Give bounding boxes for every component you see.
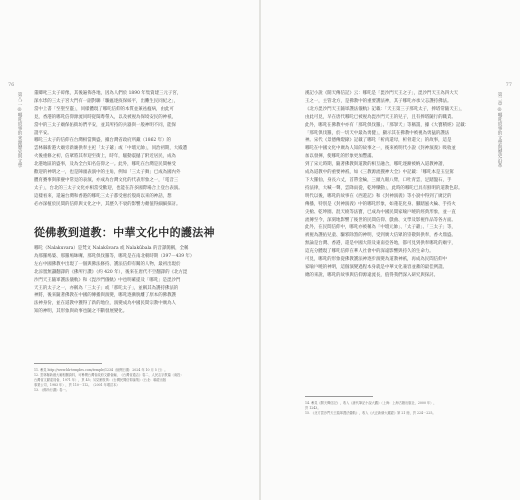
footnote-line: 頁 1243。 xyxy=(305,406,321,411)
text-line: 深水埗的三太子宮大門有一副對聯「驅瘟逐疫保綏平，出儺生民同紀之」， xyxy=(34,98,179,104)
body-text-top xyxy=(34,90,236,209)
footnote-line: 15. 《北方毘沙門天王隨軍護法儀軌》，收入《大正新脩大藏經》第 21 冊，頁 224－225。 xyxy=(305,411,436,416)
right-page xyxy=(261,0,520,500)
text-line: 證平安。 xyxy=(34,130,52,136)
text-line: 哪吒在中國文化中廣為人知的故事之一，後來被明代小說《封神演義》吸收並 xyxy=(305,146,456,152)
running-head: 第二章 ◎哪吒故事的文學與歷史沿革 xyxy=(497,92,502,168)
text-line: 漢記小說《開天傳信記》云：哪吒是「毘沙門天王之子」，毘沙門天王為四大天 xyxy=(305,91,459,96)
left-page xyxy=(0,0,259,500)
text-line: 哪吒（Nalakuvara）是梵文 Nalakūvara 或 Nalakūbala 的音譯簡稱，全稱 xyxy=(34,246,189,251)
text-line: 流傳至今，深刻地影響了後世的民間信仰、戲曲、文學及影視作品等各方面。 xyxy=(305,217,456,223)
text-line: 火後重修之初，信眾將其奉迎至街上，時年，騷動震撼了附近居民，成為 xyxy=(34,154,176,160)
footnote-rule xyxy=(34,363,102,364)
running-head: 第八二 ◎哪吒故事的來源歷史與文學 xyxy=(17,92,22,168)
text-line: 天王的太子之一，亦稱為「三太子」或「那吒太子」，並稱其為護持佛法的 xyxy=(34,285,179,291)
text-line: 持法律，大喊一聲，雲降雨從，乾坤爍動」，此時的哪吒已具有鮮明的道教色彩。 xyxy=(305,185,463,191)
section-heading: 從佛教到道教：中華文化中的護法神 xyxy=(34,226,215,239)
text-line: 此外，哪吒在佛教中亦有「那吒俱伐羅」、「那拏天」等稱謂，據《大寶積經》記載： xyxy=(305,122,470,128)
text-line: 傳播，特別是《封神演義》中的哪吒形象，如蓮花化身、腳踏風火輪、手持火 xyxy=(305,201,456,207)
footnote-line: 12. 雲林縣新港大廟相關資料，可參閱台灣省政府文獻會編，《台灣省通志》卷二，人民志宗教篇（南投： xyxy=(34,373,184,378)
text-line: 董卿叱三太子碎像，其後遍佈各地，因為人們於 1890 年集資建三元子宮， xyxy=(34,91,182,96)
text-line: 體育賽事與節慶中常見的表演，亦成為台灣文化的代表形象之一，「電音三 xyxy=(34,177,179,183)
text-line: 太子」，台北的三太子文化亦相當受歡迎，也能在許多國際場合上登台表演。 xyxy=(34,185,183,191)
text-line: 哪吒三太子的信仰在台灣相當興盛，據台灣省政府所藏（1862 年）的 xyxy=(34,138,171,144)
text-line: 到了宋元時期，隨著佛教與道教的相互融合，哪吒逐漸被納入道教神譜， xyxy=(305,162,447,168)
text-line: 被視為護佑兒童、驅邪除煞的神明，受到廣大信眾的崇敬與供奉，香火鼎盛。 xyxy=(305,233,456,239)
text-line: 知的神明，其形象與故事也隨之不斷發展變化。 xyxy=(34,309,128,315)
text-line: 尖槍、乾坤圈、混天綾等法寶，已成為中國民間家喻戶曉的經典形象，並一直 xyxy=(305,209,456,215)
text-line: 歡迎的神明之一，也是陣頭表演中的主角，例如「三太子舞」已成為國內外 xyxy=(34,170,181,176)
text-line: 神將，後來隨著佛教在中國的傳播與演變，哪吒逐漸脫離了原本的佛教護 xyxy=(34,293,176,299)
text-line: 沙門天王隨軍護法儀軌》和《毘沙門儀軌》中也明確提及「哪吒」是毘沙門 xyxy=(34,277,181,283)
body-text xyxy=(305,90,507,280)
text-line: 無論是台灣、香港，還是中國大陸及東南亞各地，都可見到供奉哪吒的廟宇， xyxy=(305,241,456,247)
text-line: 下大羅仙，身長六丈，首帶金輪，三頭九眼八臂，口吐青雲，足踏盤石，手 xyxy=(305,177,452,183)
text-line: 為那羅鳩婆、那羅鳩缽囉、那吒俱伐羅等，哪吒是在南北朝時期（397－439 年） xyxy=(34,253,195,259)
text-line: 當中上書「至聖至靈」，同樣體現了哪吒信仰的本質並兼祛瘟病，由此可 xyxy=(34,106,174,112)
text-line: 必亦深植於民間的信仰與文化之中，其歷久不衰的影響力頗值得細細探討。 xyxy=(34,201,181,207)
text-line: 《北方毘沙門天王隨軍護法儀軌》記載：「天王第三子那吒太子，捧塔常隨天王」， xyxy=(305,106,465,112)
text-line: 左右中國佛教中出現了一個與佛法修持、護法信仰有關的人物，最初出現於 xyxy=(34,261,181,267)
text-line: 這充分體現了哪吒信仰在華人社會中的深遠影響與持久的生命力。 xyxy=(305,249,434,255)
footnote-line: 11. 參見 http://www.hk-temples.com/temple/1234（檢閱日期：2024 年 10 月 5 日）。 xyxy=(34,368,168,372)
footnote-line: 13. 《佛所行讚》卷一。 xyxy=(34,388,69,393)
body-text-bottom xyxy=(34,245,236,316)
text-line: 雲林縣新港大廟旁新廟供奉主祀「太子爺」或「中壇元帥」，同治初期，大殿遭 xyxy=(34,146,188,152)
text-line: 北港地區的盛事，及為全台知名信仰之一。此外，哪吒在台灣是民間極受 xyxy=(34,162,176,168)
footnote-line: 14. 參見《開天傳信記》，收入《唐代筆記小說大觀》（上海：上海古籍出版社，2000 年）， xyxy=(305,401,437,405)
text-line: 法神身份，並在道教中獲得了新的地位，演變成為中國民間宗教中廣為人 xyxy=(34,301,176,307)
page-number: 77 xyxy=(505,82,512,88)
text-line: 當中的三太子廟保佑街坊們平安，並其所持的兵器與一般神明不同，能保 xyxy=(34,122,176,128)
text-line: 這樣看來，還遍台灣和香港的哪吒三太子都受惠於殷商以來的神話，想 xyxy=(34,193,172,199)
text-line: 成為道教中的重要神祇，如《三教源流搜神大全》中記載：「哪吒本是玉皇駕 xyxy=(305,170,454,176)
footnote-rule xyxy=(305,396,373,397)
text-line: 神。宋代《景德傳燈錄》記載了哪吒「析肉還母，析骨還父」的故事，這是 xyxy=(305,138,452,144)
text-line: 總的來說，哪吒的故事與信仰源遠流長，值得我們深入研究與探討。 xyxy=(305,272,439,278)
footnote-line: 台灣省文獻委員會，1971 年），頁 45；另見劉枝萬：《台灣民間信仰論集》（台北：聯經出版 xyxy=(34,378,167,383)
footnotes xyxy=(34,368,237,393)
footnote-line: 事業公司，1983 年），頁 110－112。（2001 年增訂本） xyxy=(34,383,120,388)
text-line: 王之一，主管北方，是佛教中的重要護法神，其子哪吒亦承父志護持佛法。 xyxy=(305,98,452,104)
text-line: 見，香港的哪吒信仰源流同時從閩粵帶入，以及被視為保境安民的神祇， xyxy=(34,114,176,120)
text-line: 明代以後，哪吒的故事在《西遊記》和《封神演義》等小說中得到了廣泛的 xyxy=(305,193,452,199)
text-line: 北涼曇無讖翻譯的《佛所行讚》（約 420 年），後來在唐代不空翻譯的《北方毘 xyxy=(34,269,188,275)
text-line: 加以發揮，使哪吒的形象更加豐滿。 xyxy=(305,154,376,160)
text-line: 可見，哪吒的形象從佛教護法神逐步演變為道教神祇，再成為民間信仰中 xyxy=(305,257,447,263)
text-line: 此外，在民間信仰中，哪吒亦被稱為「中壇元帥」、「太子爺」、「三太子」等， xyxy=(305,225,456,231)
text-line: 家喻戶曉的神明，這個演變過程本身就是中華文化兼容並蓄的最佳例證。 xyxy=(305,264,447,270)
text-line: 由此可見，早在唐代哪吒已被視為毘沙門天王的兒子，且有捧塔隨行的職責。 xyxy=(305,114,456,120)
page-number: 76 xyxy=(8,82,15,88)
footnotes xyxy=(305,401,508,416)
text-line: 「那吒俱伐羅，於一切天中最為勇健」，顯示其在佛教中被視為勇猛的護法 xyxy=(305,130,450,136)
